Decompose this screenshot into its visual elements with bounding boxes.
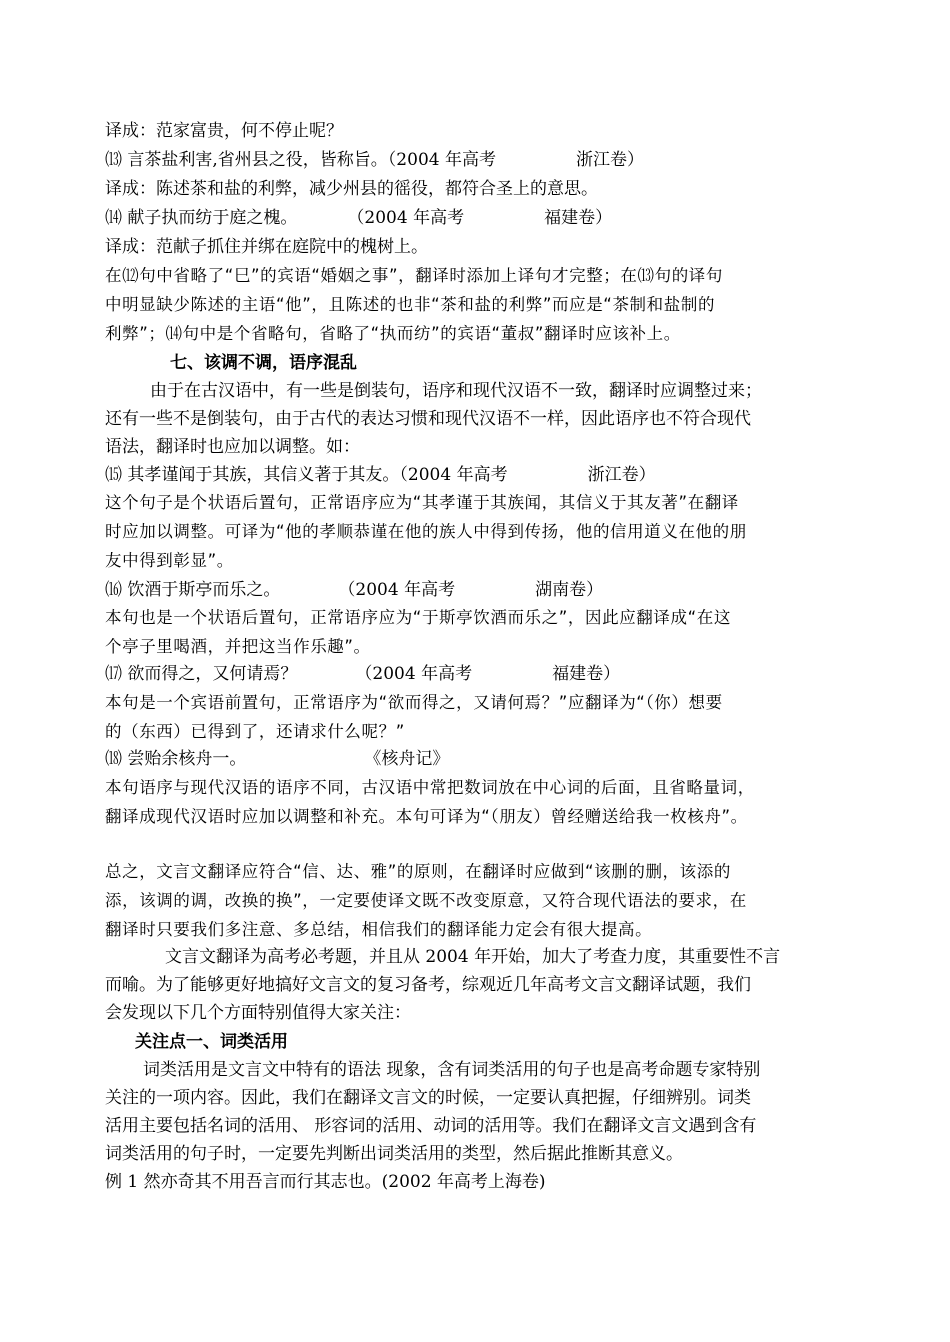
text-line: 词类活用的句子时，一定要先判断出词类活用的类型，然后据此推断其意义。 [105,1144,683,1164]
text-line: 文言文翻译为高考必考题，并且从 2004 年开始，加大了考查力度，其重要性不言 [165,947,781,967]
example-18 [105,748,449,770]
text-line: 添，该调的调，改换的换”，一定要使译文既不改变原意，又符合现代语法的要求，在 [105,891,747,910]
text-line: 这个句子是个状语后置句，正常语序应为“其孝谨于其族闻，其信义于其友著”在翻译 [105,493,739,512]
text-line: 利弊”；⒁句中是个省略句，省略了“执而纺”的宾语“董叔”翻译时应该补上。 [105,324,681,343]
example-17-year: （2004 年高考 [355,664,473,684]
example-14-text: ⒁ 献子执而纺于庭之槐。 [105,208,298,228]
text-line: 总之，文言文翻译应符合“信、达、雅”的原则，在翻译时应做到“该删的删，该添的 [105,862,731,881]
text-line: 本句是一个宾语前置句，正常语序为“欲而得之，又请何焉？”应翻译为“（你）想要 [105,693,723,712]
text-line: 中明显缺少陈述的主语“他”，且陈述的也非“茶和盐的利弊”而应是“茶制和盐制的 [105,295,716,314]
example-17-text: ⒄ 欲而得之，又何请焉？ [105,664,298,684]
text-line: 活用主要包括名词的活用、 形容词的活用、动词的活用等。我们在翻译文言文遇到含有 [105,1116,757,1136]
example-14-year: （2004 年高考 [347,208,465,228]
text-line: 译成：范献子抓住并绑在庭院中的槐树上。 [105,237,428,257]
text-line: 译成：陈述茶和盐的利弊，减少州县的徭役，都符合圣上的意思。 [105,179,598,199]
example-16-source: 湖南卷） [535,580,604,600]
text-line: 本句也是一个状语后置句，正常语序应为“于斯亭饮酒而乐之”，因此应翻译成“在这 [105,608,731,627]
text-line: 翻译成现代汉语时应加以调整和补充。本句可译为“（朋友）曾经赠送给我一枚核舟”。 [105,807,748,826]
example-14 [105,207,612,229]
text-line: 友中得到彰显”。 [105,551,234,570]
section-heading: 七、该调不调，语序混乱 [170,353,357,373]
example-15-source: 浙江卷） [587,465,656,485]
text-line: 语法，翻译时也应加以调整。如： [105,437,360,457]
example-14-source: 福建卷） [544,208,613,228]
example-18-text: ⒅ 尝贻余核舟一。 [105,749,247,769]
example-15 [105,464,656,486]
text-line: 时应加以调整。可译为“他的孝顺恭谨在他的族人中得到传扬，他的信用道义在他的朋 [105,522,747,541]
text-line: 由于在古汉语中，有一些是倒装句，语序和现代汉语不一致，翻译时应调整过来； [150,381,762,401]
text-line: 例 1 然亦奇其不用吾言而行其志也。(2002 年高考上海卷) [105,1172,546,1192]
example-16-year: （2004 年高考 [338,580,456,600]
example-17-source: 福建卷） [552,664,621,684]
text-line: 译成：范家富贵，何不停止呢？ [105,121,343,141]
example-13-text: ⒀ 言茶盐利害,省州县之役，皆称旨。（2004 年高考 [105,150,496,170]
example-13 [105,149,644,171]
text-line: 个亭子里喝酒，并把这当作乐趣”。 [105,637,371,656]
example-15-text: ⒂ 其孝谨闻于其族，其信义著于其友。（2004 年高考 [105,465,508,485]
text-line: 关注的一项内容。因此，我们在翻译文言文的时候，一定要认真把握，仔细辨别。词类 [105,1088,751,1108]
text-line: 在⑿句中省略了“巳”的宾语“婚姻之事”，翻译时添加上译句才完整；在⒀句的译句 [105,266,723,285]
text-line: 会发现以下几个方面特别值得大家关注： [105,1003,411,1023]
example-16-text: ⒃ 饮酒于斯亭而乐之。 [105,580,281,600]
text-line: 词类活用是文言文中特有的语法 现象，含有词类活用的句子也是高考命题专家特别 [143,1060,761,1080]
section-heading: 关注点一、词类活用 [135,1032,288,1052]
example-13-source: 浙江卷） [575,150,644,170]
text-line: 的（东西）已得到了，还请求什么呢？” [105,722,405,741]
text-line: 翻译时只要我们多注意、多总结，相信我们的翻译能力定会有很大提高。 [105,920,653,939]
text-line: 还有一些不是倒装句，由于古代的表达习惯和现代汉语不一样，因此语序也不符合现代 [105,409,751,429]
text-line: 本句语序与现代汉语的语序不同，古汉语中常把数词放在中心词的后面，且省略量词， [105,778,755,797]
example-17 [105,663,620,685]
text-line: 而喻。为了能够更好地搞好文言文的复习备考，综观近几年高考文言文翻译试题，我们 [105,975,751,995]
example-16 [105,579,603,601]
example-18-source: 《核舟记》 [364,749,450,769]
